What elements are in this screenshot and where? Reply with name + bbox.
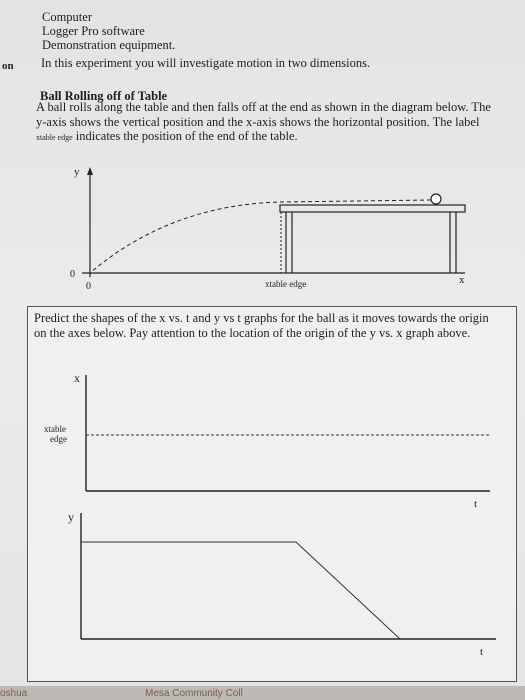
section-title: Ball Rolling off of Table bbox=[40, 89, 168, 103]
graph-x-edge-label: xtable bbox=[44, 424, 66, 434]
footer-mid-text: Mesa Community Coll bbox=[145, 688, 243, 699]
description-paragraph bbox=[36, 100, 496, 146]
graph-x-edge-label: edge bbox=[50, 434, 67, 444]
prediction-graphs bbox=[28, 307, 516, 681]
prediction-box bbox=[27, 306, 517, 682]
margin-fragment: on bbox=[2, 60, 14, 72]
graph-y-predicted-curve bbox=[81, 542, 400, 639]
graph-x-t-label: t bbox=[474, 498, 478, 510]
intro-text: In this experiment you will investigate motion in two dimensions. bbox=[41, 56, 371, 70]
diagram-y-arrow bbox=[87, 167, 93, 175]
graph-y-axis-label: y bbox=[68, 510, 74, 524]
graph-y-t-label: t bbox=[480, 646, 484, 658]
material-item: Computer bbox=[42, 10, 92, 24]
materials-list bbox=[42, 10, 175, 52]
background-strip bbox=[0, 686, 525, 700]
diagram-y-label: y bbox=[74, 166, 80, 178]
table-edge-label-inline: xtable edge bbox=[36, 133, 73, 142]
prediction-instructions: Predict the shapes of the x vs. t and y vs t graphs for the ball as it moves towards the origin on the axes below. Pay attention to the location of the origin of the y vs. x graph above. bbox=[34, 311, 489, 340]
graph-x-axis-label: x bbox=[74, 371, 80, 385]
diagram-edge-label: xtable edge bbox=[265, 279, 307, 289]
material-item: Demonstration equipment. bbox=[42, 38, 176, 52]
paragraph-text-2: indicates the position of the end of the table. bbox=[72, 129, 298, 143]
diagram-origin-bottom: 0 bbox=[86, 281, 91, 292]
table-top bbox=[280, 205, 465, 212]
paragraph-text-1: A ball rolls along the table and then falls off at the end as shown in the diagram below. The y-axis shows the vertical position and the x-axis shows the horizontal position. The label bbox=[36, 100, 491, 129]
ball-trajectory bbox=[90, 200, 431, 273]
diagram-origin-left: 0 bbox=[70, 269, 75, 280]
diagram-x-label: x bbox=[459, 274, 465, 286]
table-diagram bbox=[60, 165, 480, 297]
material-item: Logger Pro software bbox=[42, 24, 145, 38]
ball bbox=[431, 194, 441, 204]
footer-left-text: oshua bbox=[0, 688, 28, 699]
